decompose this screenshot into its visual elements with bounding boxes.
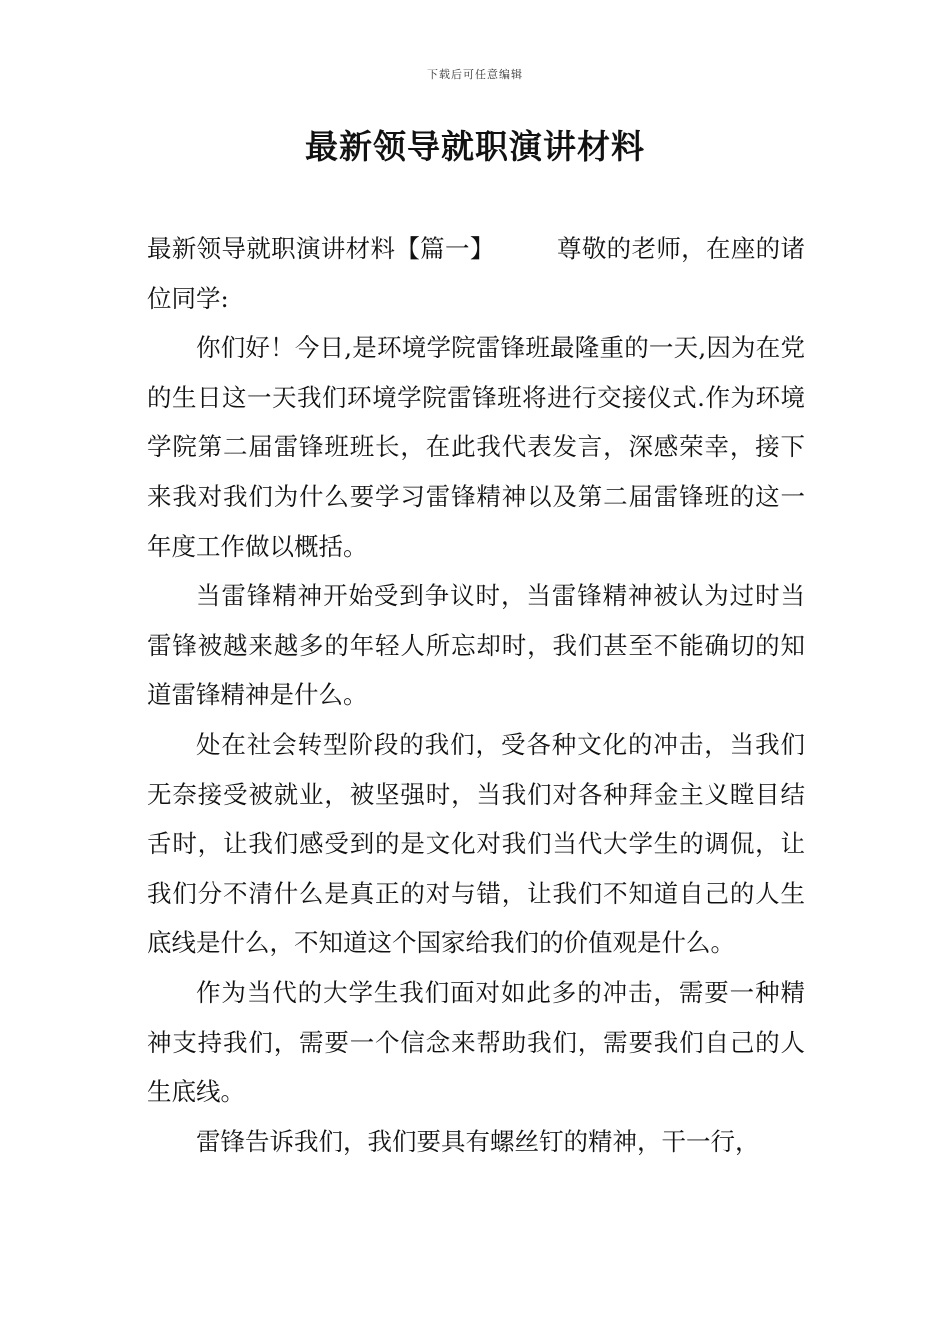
section-heading: 最新领导就职演讲材料【篇一】: [147, 234, 495, 263]
body-paragraph: 作为当代的大学生我们面对如此多的冲击，需要一种精神支持我们，需要一个信念来帮助我们，需要我们自己的人生底线。: [147, 977, 805, 1107]
body-paragraph: 当雷锋精神开始受到争议时，当雷锋精神被认为过时当雷锋被越来越多的年轻人所忘却时，我们甚至不能确切的知道雷锋精神是什么。: [147, 581, 805, 710]
body-paragraph: 雷锋告诉我们，我们要具有螺丝钉的精神，干一行，: [196, 1126, 760, 1156]
header-note: 下载后可任意编辑: [427, 68, 523, 81]
body-paragraph: 你们好！今日,是环境学院雷锋班最隆重的一天,因为在党的生日这一天我们环境学院雷锋班将进行交接仪式.作为环境学院第二届雷锋班班长，在此我代表发言，深感荣幸，接下来我对我们为什么要学习雷锋精神以及第二届雷锋班的这一年度工作做以概括。: [147, 333, 805, 561]
document-title: 最新领导就职演讲材料: [305, 127, 645, 166]
document-body: [147, 224, 805, 1166]
body-paragraph: 处在社会转型阶段的我们，受各种文化的冲击，当我们无奈接受被就业，被坚强时，当我们对各种拜金主义瞠目结舌时，让我们感受到的是文化对我们当代大学生的调侃，让我们分不清什么是真正的对与错，让我们不知道自己的人生底线是什么，不知道这个国家给我们的价值观是什么。: [147, 729, 805, 958]
salutation: 尊敬的老师，在座的诸位同学:: [147, 234, 806, 313]
intro-paragraph: [147, 224, 805, 323]
